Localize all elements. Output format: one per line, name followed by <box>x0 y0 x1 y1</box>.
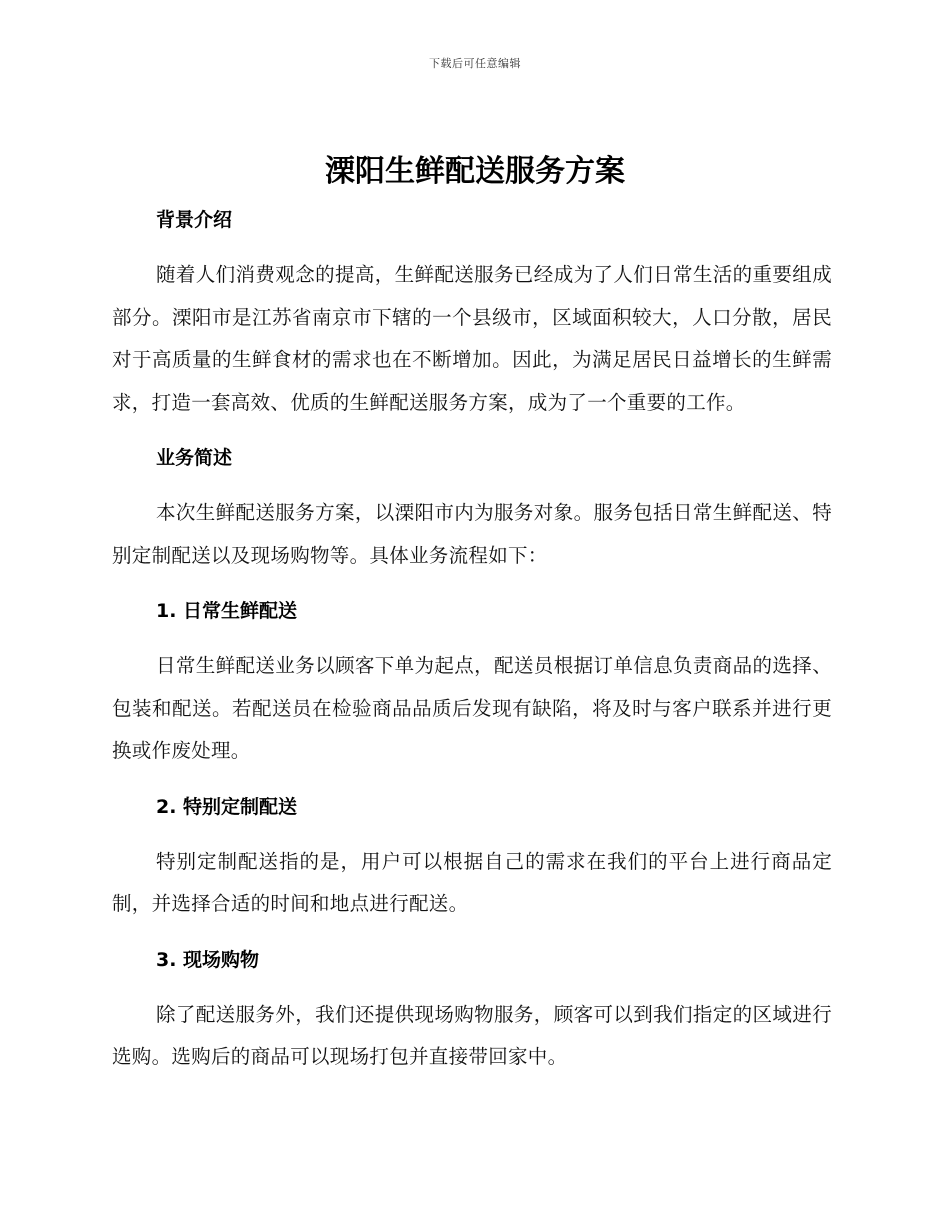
section-paragraph: 特别定制配送指的是，用户可以根据自己的需求在我们的平台上进行商品定制，并选择合适的时间和地点进行配送。 <box>112 849 832 915</box>
section-business-overview <box>112 438 832 591</box>
document-title: 溧阳生鲜配送服务方案 <box>325 154 625 189</box>
section-heading: 1. 日常生鲜配送 <box>156 600 298 622</box>
section-paragraph: 本次生鲜配送服务方案，以溧阳市内为服务对象。服务包括日常生鲜配送、特别定制配送以及现场购物等。具体业务流程如下： <box>112 501 832 567</box>
section-paragraph: 除了配送服务外，我们还提供现场购物服务，顾客可以到我们指定的区域进行选购。选购后的商品可以现场打包并直接带回家中。 <box>112 1002 832 1068</box>
section-daily-delivery <box>112 591 832 787</box>
section-onsite-shopping <box>112 940 832 1079</box>
header-note: 下载后可任意编辑 <box>429 57 521 70</box>
section-heading: 3. 现场购物 <box>156 948 260 971</box>
section-paragraph: 日常生鲜配送业务以顾客下单为起点，配送员根据订单信息负责商品的选择、包装和配送。若配送员在检验商品品质后发现有缺陷，将及时与客户联系并进行更换或作废处理。 <box>112 654 832 762</box>
section-heading: 业务简述 <box>156 447 233 469</box>
section-heading: 2. 特别定制配送 <box>156 795 298 818</box>
section-paragraph: 随着人们消费观念的提高，生鲜配送服务已经成为了人们日常生活的重要组成部分。溧阳市是江苏省南京市下辖的一个县级市，区域面积较大，人口分散，居民对于高质量的生鲜食材的需求也在不断增加。因此，为满足居民日益增长的生鲜需求，打造一套高效、优质的生鲜配送服务方案，成为了一个重要的工作。 <box>112 263 832 414</box>
section-background <box>112 200 832 438</box>
section-custom-delivery <box>112 787 832 940</box>
document-body <box>112 200 832 1079</box>
section-heading: 背景介绍 <box>156 209 233 231</box>
